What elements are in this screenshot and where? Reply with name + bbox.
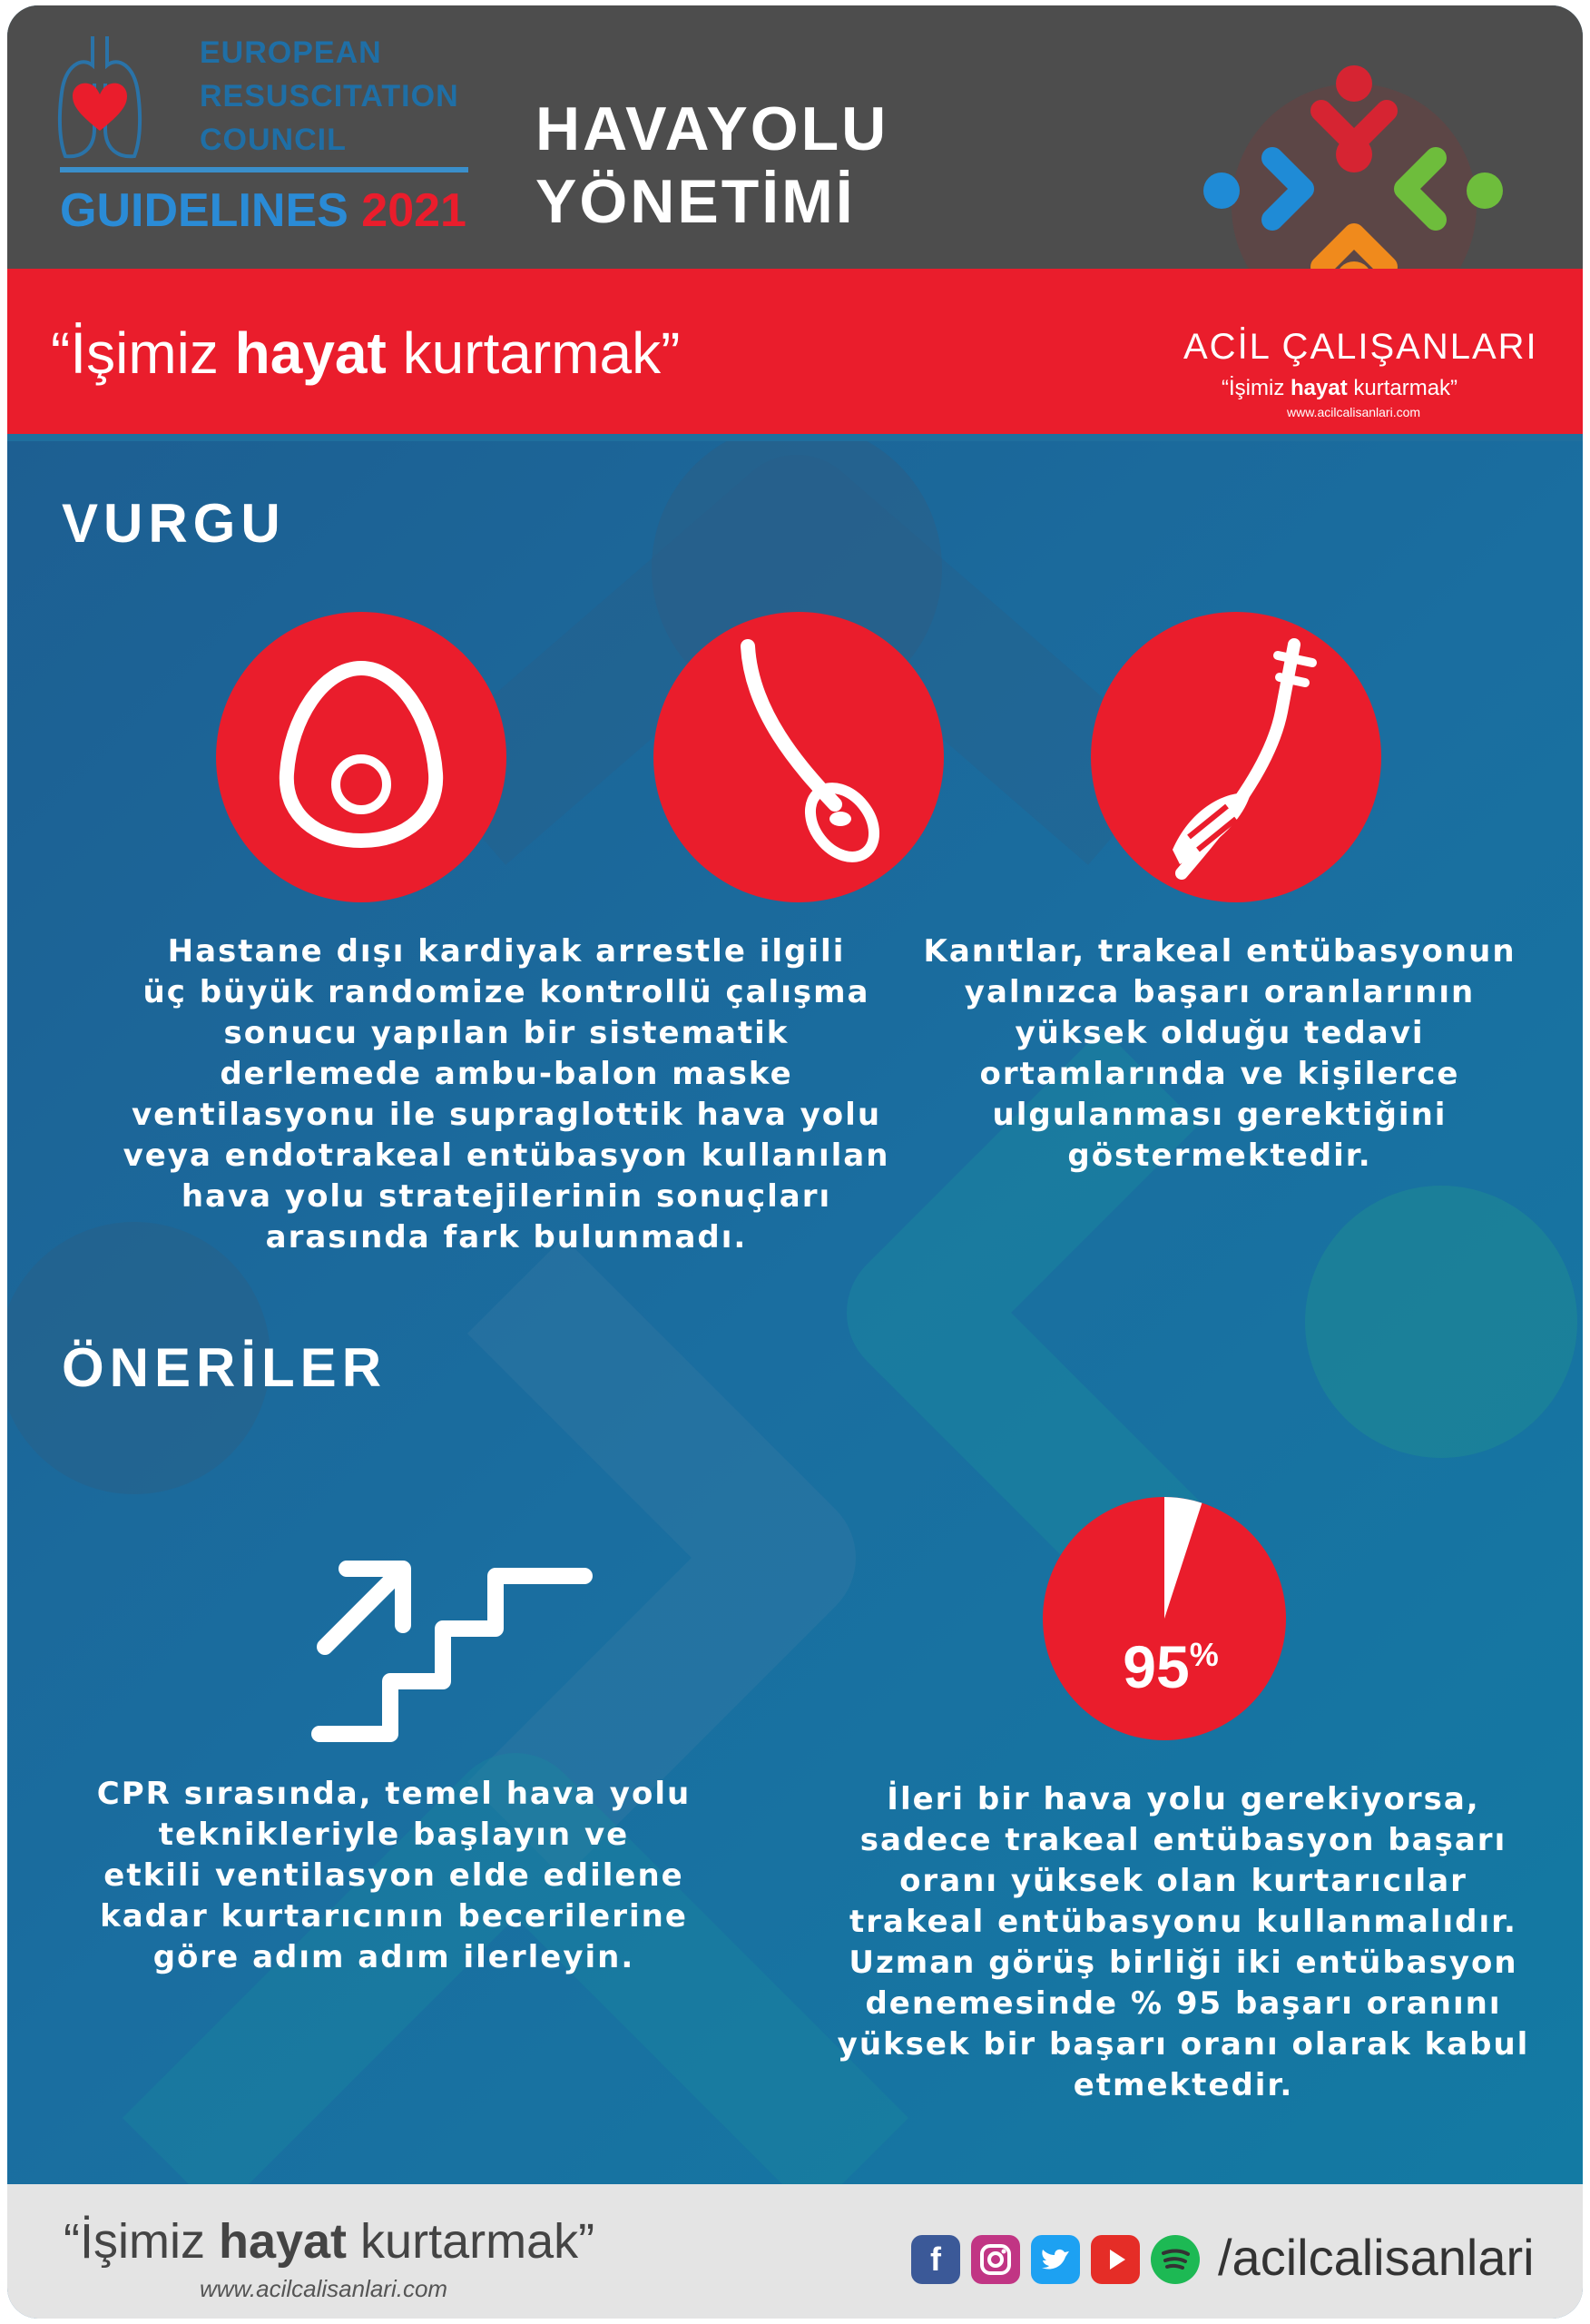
vurgu-right-paragraph: Kanıtlar, trakeal entübasyonun yalnızca başarı oranlarının yüksek olduğu tedavi ortamlarında ve kişilerce ulgulanması gerektiğini göstermektedir. bbox=[923, 933, 1516, 1174]
footer-slogan: “İşimiz hayat kurtarmak” bbox=[64, 2214, 595, 2269]
main-content bbox=[7, 441, 1583, 2184]
social-handle[interactable]: /acilcalisanlari bbox=[1218, 2229, 1535, 2286]
header-slogan: “İşimiz hayat kurtarmak” bbox=[51, 320, 681, 386]
guidelines-label: GUIDELINES bbox=[60, 184, 348, 237]
vurgu-left-paragraph: Hastane dışı kardiyak arrestle ilgili üç büyük randomize kontrollü çalışma sonucu yapılan bir sistematik derlemede ambu-balon maske ventilasyonu ile supraglottik hava yolu veya endotrakeal entübasyon kullanılan hava yolu stratejilerinin sonuçları arasında fark bulunmadı. bbox=[123, 933, 890, 1256]
twitter-icon[interactable] bbox=[1031, 2235, 1080, 2284]
erc-line-2: RESUSCITATION bbox=[200, 79, 459, 113]
mask-icon bbox=[216, 612, 506, 902]
oneriler-right-paragraph: İleri bir hava yolu gerekiyorsa, sadece trakeal entübasyon başarı oranı yüksek olan kurtarıcılar trakeal entübasyonu kullanmalıdır. Uzman görüş birliği iki entübasyon denemesinde % 95 başarı oranını yüksek bir başarı oranı olarak kabul etmektedir. bbox=[837, 1781, 1530, 2103]
page-title-line-2: YÖNETİMİ bbox=[535, 167, 856, 236]
youtube-icon[interactable] bbox=[1091, 2235, 1140, 2284]
spotify-icon[interactable] bbox=[1151, 2235, 1200, 2284]
stairs-up-icon bbox=[307, 1527, 606, 1745]
brand-url: www.acilcalisanlari.com bbox=[1287, 405, 1421, 419]
slogan-band bbox=[7, 269, 1583, 434]
guidelines-year: 2021 bbox=[361, 184, 466, 237]
guidelines-badge bbox=[60, 183, 466, 238]
erc-line-3: COUNCIL bbox=[200, 123, 347, 157]
oneriler-left-paragraph: CPR sırasında, temel hava yolu teknikleriyle başlayın ve etkili ventilasyon elde edilene kadar kurtarıcının becerilerine göre adım adım ilerleyin. bbox=[96, 1776, 692, 1975]
endotracheal-tube-icon bbox=[1091, 612, 1381, 902]
footer bbox=[7, 2184, 1583, 2319]
pie-chart-95 bbox=[1035, 1489, 1294, 1748]
brand-name: ACİL ÇALIŞANLARI bbox=[1183, 327, 1538, 367]
infographic-poster bbox=[7, 5, 1583, 2319]
page-title-line-1: HAVAYOLU bbox=[535, 94, 889, 163]
section-heading-oneriler: ÖNERİLER bbox=[62, 1337, 388, 1398]
erc-line-1: EUROPEAN bbox=[200, 35, 382, 70]
facebook-icon[interactable]: f bbox=[911, 2235, 960, 2284]
brand-slogan: “İşimiz hayat kurtarmak” bbox=[1222, 376, 1458, 400]
erc-divider bbox=[60, 167, 468, 172]
footer-url[interactable]: www.acilcalisanlari.com bbox=[200, 2275, 448, 2302]
section-heading-vurgu: VURGU bbox=[62, 493, 286, 554]
pie-value-label: 95% bbox=[1123, 1633, 1219, 1700]
instagram-icon[interactable] bbox=[971, 2235, 1020, 2284]
header bbox=[7, 5, 1583, 269]
supraglottic-airway-icon bbox=[653, 612, 944, 902]
erc-lungs-heart-icon bbox=[54, 29, 145, 165]
